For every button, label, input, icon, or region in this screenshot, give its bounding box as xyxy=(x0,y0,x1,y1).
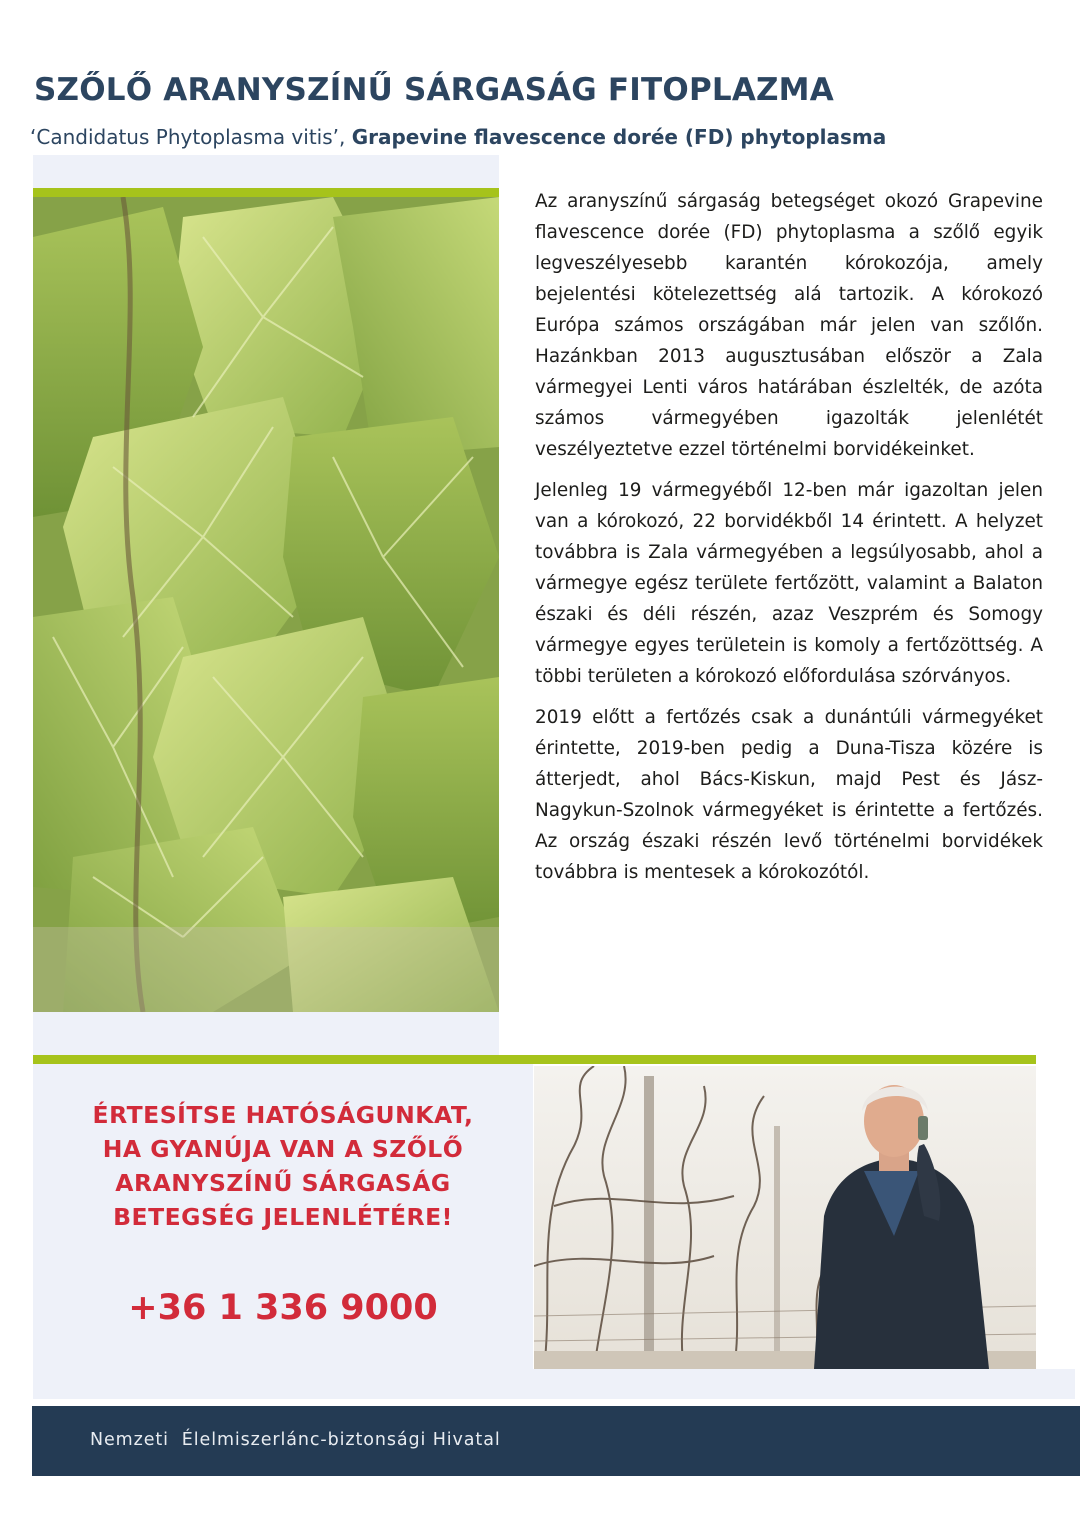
call-to-action-text xyxy=(33,1098,533,1234)
footer-bar xyxy=(32,1406,1080,1476)
body-text xyxy=(535,186,1043,898)
middle-green-rule xyxy=(33,1055,1036,1064)
bottom-light-band xyxy=(33,1369,1075,1399)
body-paragraph-3: 2019 előtt a fertőzés csak a dunántúli vármegyéket érintette, 2019-ben pedig a Duna-Tisza közére is átterjedt, ahol Bács-Kiskun, majd Pest és Jász-Nagykun-Szolnok vármegyéket is érintette a fertőzés. Az ország északi részén levő történelmi borvidékek továbbra is mentesek a kórokozótól. xyxy=(535,707,1043,883)
cta-line-2: HA GYANÚJA VAN A SZŐLŐ xyxy=(102,1135,464,1163)
cta-line-3: ARANYSZÍNŰ SÁRGASÁG xyxy=(115,1169,451,1197)
subtitle-latin-name: ‘Candidatus Phytoplasma vitis’, xyxy=(30,125,346,149)
cta-line-4: BETEGSÉG JELENLÉTÉRE! xyxy=(113,1203,453,1231)
top-light-band xyxy=(33,155,499,188)
light-band-under-photo xyxy=(33,1012,499,1055)
man-on-phone-in-vineyard-photo xyxy=(534,1066,1036,1369)
top-green-rule xyxy=(33,188,499,197)
grapevine-leaves-photo xyxy=(33,197,499,1012)
body-paragraph-1: Az aranyszínű sárgaság betegséget okozó Grapevine flavescence dorée (FD) phytoplasma a szőlő egyik legveszélyesebb karantén kórokozója, amely bejelentési kötelezettség alá tartozik. A kórokozó Európa számos országában már jelen van szőlőn. Hazánkban 2013 augusztusában először a Zala vármegyei Lenti város határában észlelték, de azóta számos vármegyében igazolták jelenlétét veszélyeztetve ezzel történelmi borvidékeinket. xyxy=(535,191,1043,460)
page-subtitle xyxy=(30,125,1070,149)
cta-line-1: ÉRTESÍTSE HATÓSÁGUNKAT, xyxy=(92,1101,474,1129)
page-title: SZŐLŐ ARANYSZÍNŰ SÁRGASÁG FITOPLAZMA xyxy=(34,72,834,108)
subtitle-english-name: Grapevine flavescence dorée (FD) phytoplasma xyxy=(351,125,887,149)
phone-number[interactable]: +36 1 336 9000 xyxy=(128,1288,438,1328)
body-paragraph-2: Jelenleg 19 vármegyéből 12-ben már igazoltan jelen van a kórokozó, 22 borvidékből 14 érintett. A helyzet továbbra is Zala vármegyében a legsúlyosabb, ahol a vármegye egész területe fertőzött, valamint a Balaton északi és déli részén, azaz Veszprém és Somogy vármegye egyes területein is komoly a fertőzöttség. A többi területen a kórokozó előfordulása szórványos. xyxy=(535,480,1043,687)
footer-organization-name: Nemzeti Élelmiszerlánc-biztonsági Hivatal xyxy=(90,1430,501,1450)
